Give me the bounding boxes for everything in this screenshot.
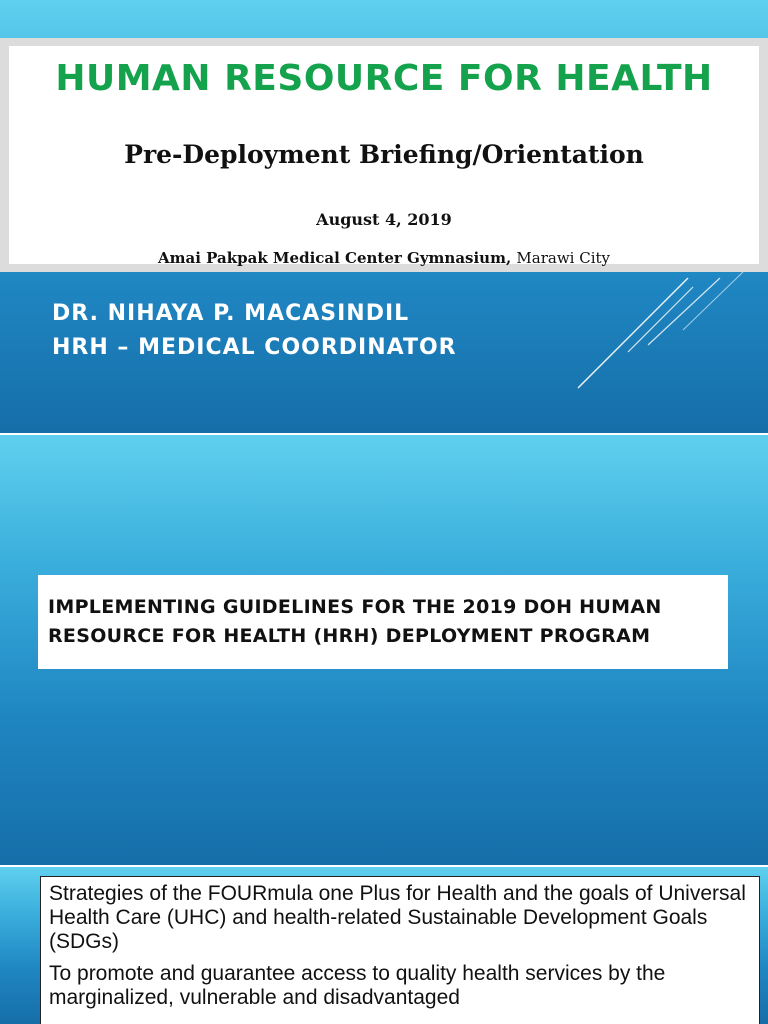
paragraph: Strategies of the FOURmula one Plus for Health and the goals of Universal Health Care (UHC) and health-related Sustainable Development Goals (SDGs) (49, 882, 746, 953)
banner-title: HUMAN RESOURCE FOR HEALTH (55, 58, 713, 99)
banner-subtitle: Pre-Deployment Briefing/Orientation (124, 140, 644, 169)
venue-city: Marawi City (516, 249, 611, 267)
title-banner (0, 38, 768, 272)
slide-3 (0, 867, 768, 1024)
event-venue (9, 249, 759, 267)
speaker-name: DR. NIHAYA P. MACASINDIL (52, 301, 410, 326)
event-date: August 4, 2019 (316, 210, 452, 229)
guidelines-title: IMPLEMENTING GUIDELINES FOR THE 2019 DOH HUMAN RESOURCE FOR HEALTH (HRH) DEPLOYMENT PROGRAM (48, 596, 662, 647)
content-box (40, 876, 760, 1024)
speaker-role: HRH – MEDICAL COORDINATOR (52, 335, 457, 360)
title-banner-panel (9, 46, 759, 267)
paragraph: To promote and guarantee access to quality health services by the marginalized, vulnerable and disadvantaged (49, 962, 666, 1009)
guidelines-title-box (38, 575, 728, 669)
slide-1 (0, 0, 768, 433)
slide-2 (0, 435, 768, 865)
venue-name: Amai Pakpak Medical Center Gymnasium, (157, 249, 512, 267)
decorative-lines (568, 270, 768, 400)
